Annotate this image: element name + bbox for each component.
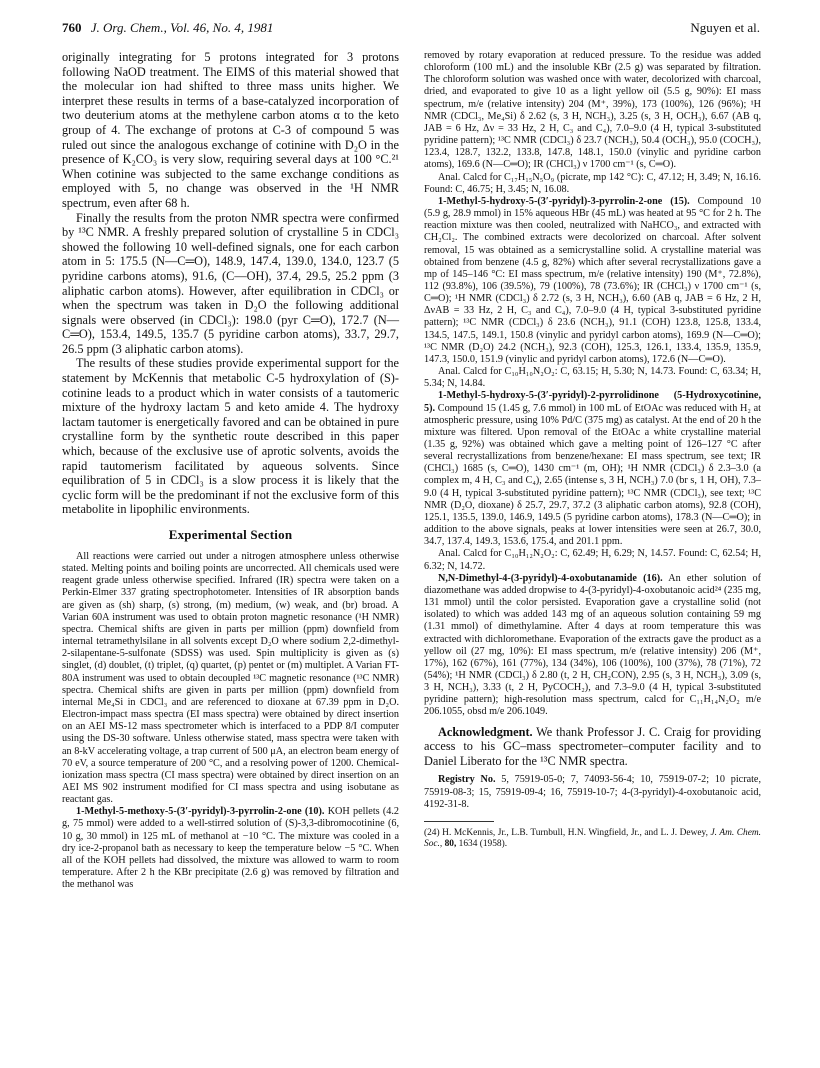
compound-10-text: KOH pellets (4.2 g, 75 mmol) were added to a well-stirred solution of (S)-3,3-dibromocotinine (6, 10 g, 30 mmol) in 125 mL of methanol at −10 °C. The mixture was cooled in a dry ice-2-propanol bath as necessary to keep the temperature below −5 °C. When all of the KOH pellets had dissolved, the mixture was allowed to warm to room temperature. After 2 h the KBr precipitate (2.6 g) was removed by filtration and the methanol was [62, 806, 400, 891]
reference-24 [424, 828, 761, 850]
reference-24-journal: J. Am. Chem. Soc., [424, 827, 762, 850]
analysis-compound-5: Anal. Calcd for C₁₀H₁₂N₂O₂: C, 62.49; H, 6.29; N, 14.57. Found: C, 62.54; H, 6.32; N, 14.72. [424, 548, 761, 572]
reference-24-volume: 80, [444, 839, 457, 850]
journal-citation: J. Org. Chem., Vol. 46, No. 4, 1981 [90, 20, 274, 35]
compound-5-title: 1-Methyl-5-hydroxy-5-(3′-pyridyl)-2-pyrrolidinone (5-Hydroxycotinine, 5). [424, 390, 761, 414]
running-head-left [62, 20, 273, 36]
procedure-compound-10-continued: removed by rotary evaporation at reduced pressure. To the residue was added chloroform (100 mL) and the insoluble KBr (2.5 g) was separated by filtration. The chloroform solution was washed once with water, decolorized with charcoal, dried, and evaporated to give 10 as a light yellow oil (5.5 g, 90%): EI mass spectrum, m/e (relative intensity) 204 (M⁺, 39%), 173 (100%), 126 (96%); ¹H NMR (CDCl₃, Me₄Si) δ 2.62 (s, 3 H, NCH₃), 3.25 (s, 3 H, OCH₃), 6.67 (AB q, JAB = 6 Hz, Δν = 33 Hz, 2 H, C₃ and C₄), 7.0–9.0 (4 H, typical 3-substituted pyridine pattern); ¹³C NMR (CDCl₃) δ 23.7 (NCH₃), 50.4 (OCH₃), 95.0 (COCH₃), 123.4, 128.7, 132.2, 133.8, 147.8, 148.1, 150.0 (vinylic and pyridine carbon atoms), 169.6 (N—C═O); IR (CHCl₃) ν 1700 cm⁻¹ (s, C═O). [424, 50, 761, 171]
reference-24-authors: (24) H. McKennis, Jr., L.B. Turnbull, H.N. Wingfield, Jr., and L. J. Dewey, [424, 827, 708, 838]
paragraph-13c-nmr-confirmation: Finally the results from the proton NMR spectra were confirmed by ¹³C NMR. A freshly prepared solution of crystalline 5 in CDCl₃ showed the following 10 well-defined signals, one for each carbon atom in 5: 175.5 (N—C═O), 148.9, 147.4, 139.0, 134.0, 123.7 (5 pyridine carbons atoms), 91.6, (C—OH), 37.4, 29.5, 25.2 ppm (3 aliphatic carbon atoms). However, after equilibration in CDCl₃ or when the spectrum was taken in D₂O the following additional signals were observed (in CDCl₃): 198.0 (pyr C═O), 172.7 (N—C═O), 153.4, 149.5, 135.7 (5 pyridine carbon atoms), 33.7, 29.7, 26.5 ppm (3 aliphatic carbon atoms). [62, 210, 399, 356]
compound-15-text: Compound 10 (5.9 g, 28.9 mmol) in 15% aqueous HBr (45 mL) was heated at 95 °C for 2 h. The reaction mixture was then cooled, neutralized with NaHCO₃, and extracted with CH₂Cl₂. The combined extracts were decolorized on charcoal. After solvent removal, 15 was obtained as a semicrystalline solid. A crystalline material was obtained from benzene (4.5 g, 82%) which after several recrystallizations gave a mp of 145–146 °C: EI mass spectrum, m/e (relative intensity) 190 (M⁺, 72.8%), 112 (93.8%), 106 (39.5%), 79 (100%), 78 (73.6%); IR (CHCl₃) ν 1700 cm⁻¹ (s, C═O); ¹H NMR (CDCl₃) δ 2.72 (s, 3 H, NCH₃), 6.60 (AB q, JAB = 6 Hz, 2 H, ΔνAB = 33 Hz, 2 H, C₃ and C₄), 7.0–9.0 (4 H, typical 3-substituted pyridine pattern); ¹³C NMR (CDCl₃) δ 23.6 (NCH₃), 91.1 (COH) 123.8, 125.8, 133.4, 134.5, 147.5, 149.1, 150.8 (vinylic and pyridyl carbon atoms), 169.9 (N—C═O); ¹³C NMR (D₂O) 24.2 (NCH₃), 92.3 (COH), 125.3, 126.1, 133.4, 135.9, 135.9, 147.3, 150.0, 151.9 (vinylic and pyridyl carbon atoms), 172.6 (N—C═O). [424, 195, 761, 365]
footnote-rule [424, 821, 494, 822]
section-heading-experimental: Experimental Section [168, 527, 293, 542]
paragraph-general-methods: All reactions were carried out under a nitrogen atmosphere unless otherwise stated. Melting points and boiling points are uncorrected. All chemicals used were reagent grade unless otherwise specified. Infrared (IR) spectra were taken on a Perkin-Elmer 337 grating spectrophotometer. Intensities of IR absorption bands are given as (sh) sharp, (s) strong, (m) medium, (w) weak, and (br) broad. A Varian 60A instrument was used to obtain proton magnetic resonance (¹H NMR) spectra. Chemical shifts are given in parts per million (ppm) downfield from internal tetramethylsilane in all solvents except D₂O where sodium 2,2-dimethyl-2-silapentane-5-sulfonate (SDSS) was used. Spin multiplicity is given as (s) singlet, (d) doublet, (t) triplet, (q) quartet, (p) pentet or (m) multiplet. A Varian FT-80A instrument was used to obtain decoupled ¹³C magnetic resonance (¹³C NMR) spectra. Chemical shifts are given in parts per million (ppm) downfield from internal Me₄Si in CDCl₃ and are referenced to dioxane at 67.39 ppm in D₂O. Electron-impact mass spectra (EI mass spectra) were obtained by direct insertion on an AEI MS-12 mass spectrometer which is interfaced to a PDP 8/I computer using the DS-30 software. Unless otherwise stated, mass spectra were taken with an 8-kV accelerating voltage, a trap current of 500 μA, an electron beam energy of 70 eV, a source temperature of 200 °C, and a resolving power of 1200. Chemical-ionization mass spectra (CI mass spectra) were obtained by direct insertion on an AEI MS 902 instrument modified for CI mass spectra and using isobutane as reactant gas. [62, 551, 399, 806]
reference-24-pages: 1634 (1958). [458, 839, 508, 850]
page-number: 760 [62, 20, 82, 35]
procedure-compound-15 [424, 196, 761, 366]
registry-heading: Registry No. [438, 774, 496, 786]
procedure-compound-16 [424, 573, 761, 719]
acknowledgment-text: We thank Professor J. C. Craig for providing access to his GC–mass spectrometer–computer facility and to Daniel Liberato for the ¹³C NMR spectra. [424, 724, 761, 768]
compound-16-text: An ether solution of diazomethane was added dropwise to 4-(3-pyridyl)-4-oxobutanoic acid²⁴ (235 mg, 131 mmol) until the color persisted. Evaporation gave a crystalline solid (not isolated) to which was added 143 mg of an aqueous solution containing 59 mg (1.31 mmol) of dimethylamine. After 4 days at room temperature this was extracted with dichloromethane. Evaporation of the extracts gave the product as a yellow oil (27 mg, 10%): EI mass spectrum, m/e (relative intensity) 206 (M⁺, 17%), 162 (67%), 161 (77%), 134 (34%), 106 (100%), 100 (37%), 78 (71%), 72 (54%); ¹H NMR (CDCl₃) δ 2.80 (t, 2 H, CH₂CON), 2.95 (s, 3 H, NCH₃), 3.09 (s, 3 H, NCH₃), 3.33 (t, 2 H, PyCOCH₂), and 7.3–9.0 (4 H, typical 3-substituted pyridine pattern); high-resolution mass spectrum, calcd for C₁₁H₁₄N₂O₂ m/e 206.1055, obsd m/e 206.1049. [424, 572, 761, 718]
compound-10-title: 1-Methyl-5-methoxy-5-(3′-pyridyl)-3-pyrrolin-2-one (10). [76, 806, 325, 818]
paragraph-conclusions: The results of these studies provide experimental support for the statement by McKennis that metabolic C-5 hydroxylation of (S)-cotinine leads to a product which in water consists of a tautomeric mixture of the hydroxy lactam 5 and keto amide 4. The hydroxy lactam tautomer is energetically favored and can be obtained in pure crystalline form by the synthetic route described in this paper which, because of the exclusive use of aprotic solvents, avoids the rapid tautomerism facilitated by aqueous solvents. Since equilibration of 5 in CDCl₃ is a slow process it is likely that the cyclic form will be the predominant if not the exclusive form of this metabolite in lipophilic environments. [62, 356, 399, 517]
acknowledgment-heading: Acknowledgment. [438, 724, 533, 739]
registry-text: 5, 75919-05-0; 7, 74093-56-4; 10, 75919-07-2; 10 picrate, 75919-08-3; 15, 75919-09-4; 16, 75919-10-7; 4-(3-pyridyl)-4-oxobutanoic acid, 4192-31-8. [424, 774, 762, 810]
left-column [62, 50, 399, 891]
procedure-compound-10 [62, 806, 399, 891]
registry-numbers [424, 774, 761, 810]
compound-16-title: N,N-Dimethyl-4-(3-pyridyl)-4-oxobutanamide (16). [438, 572, 663, 584]
analysis-compound-15: Anal. Calcd for C₁₀H₁₀N₂O₂: C, 63.15; H, 5.30; N, 14.73. Found: C, 63.34; H, 5.34; N, 14.84. [424, 366, 761, 390]
compound-5-text: Compound 15 (1.45 g, 7.6 mmol) in 100 mL of EtOAc was reduced with H₂ at atmospheric pressure, using 10% Pd/C (375 mg) as catalyst. At the end of 20 h the mixture was filtered. Upon removal of the EtOAc a white crystalline material (1.35 g, 92%) was obtained which gave a melting point of 126–127 °C after several recrystallizations from benzene/hexane: EI mass spectrum, see text; IR (CHCl₃) 1685 (s, C═O), 1430 cm⁻¹ (m, OH); ¹H NMR (CDCl₃) δ 2.3–3.0 (a complex m, 4 H, C₃ and C₄), 2.65 (intense s, 3 H, NCH₃) 7.0 (br s, 1 H, OH), 7.3–9.0 (4 H, typical 3-substituted pyridine pattern); ¹³C NMR (CDCl₃), see text; ¹³C NMR (D₂O, dioxane) δ 25.7, 29.7, 37.2 (3 aliphatic carbon atoms), 92.8 (COH), 125.1, 135.5, 139.0, 146.9, 149.5 (5 pyridine carbon atoms), 178.3 (N—C═O); in addition to the above signals, peaks at lower intensities were seen at 26.7, 30.0, 34.7, 137.4, 149.3, 153.6, 175.4, and 201.1 ppm. [424, 402, 762, 548]
right-column [424, 50, 761, 850]
procedure-compound-5 [424, 390, 761, 548]
compound-15-title: 1-Methyl-5-hydroxy-5-(3′-pyridyl)-3-pyrrolin-2-one (15). [438, 195, 690, 207]
paragraph-deuterium-exchange: originally integrating for 5 protons integrated for 3 protons following NaOD treatment. The EIMS of this material showed that the molecular ion had shifted to three mass units higher. We interpret these results in terms of a base-catalyzed incorporation of two deuterium atoms at the methylene carbon atoms α to the keto group of 4. The exchange of protons at C-3 of compound 5 was ruled out since the analogous exchange of cotinine with D₂O in the presence of K₂CO₃ is very slow, requiring several days at 100 °C.²¹ When cotinine was subjected to the same exchange conditions as employed with 5, no change was observed in the ¹H NMR spectrum, even after 68 h. [62, 50, 399, 210]
running-head-authors: Nguyen et al. [690, 20, 760, 35]
page-header [62, 20, 760, 40]
analysis-compound-10: Anal. Calcd for C₁₇H₁₅N₅O₉ (picrate, mp 142 °C): C, 47.12; H, 3.49; N, 16.16. Found: C, 46.75; H, 3.45; N, 16.08. [424, 171, 761, 195]
acknowledgment [424, 725, 761, 769]
